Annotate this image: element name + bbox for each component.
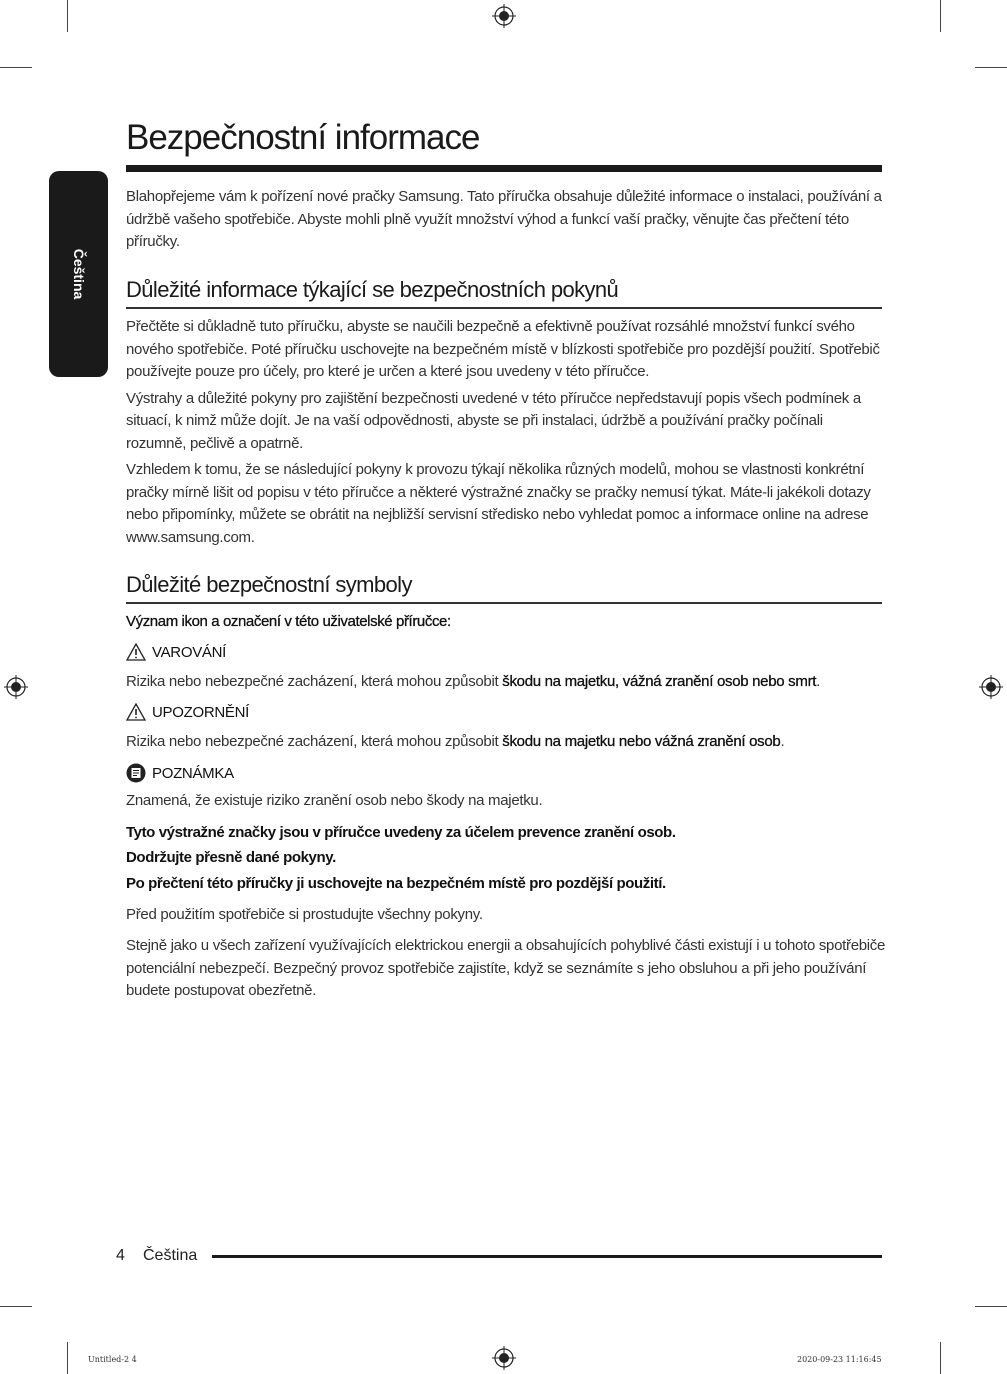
- emphasis-line: Dodržujte přesně dané pokyny.: [126, 849, 336, 866]
- warning-text-end: .: [816, 673, 821, 690]
- caution-triangle-icon: [126, 703, 146, 721]
- crop-mark: [975, 67, 1007, 68]
- crop-mark: [940, 0, 941, 32]
- note-label-row: [126, 763, 234, 783]
- title-rule: [126, 165, 882, 172]
- crop-mark: [67, 0, 68, 32]
- caution-label-row: [126, 703, 249, 721]
- warning-text: Rizika nebo nebezpečné zacházení, která mohou způsobit: [126, 673, 503, 690]
- caution-description: [126, 733, 784, 750]
- section-heading-safety-symbols: Důležité bezpečnostní symboly: [126, 572, 412, 597]
- section1-paragraph: Přečtěte si důkladně tuto příručku, abyste se naučili bezpečně a efektivně používat rozsáhlé množství funkcí svého nového spotřebiče. Poté příručku uschovejte na bezpečném místě v blízkosti spotřebiče pro pozdější použití. Spotřebič používejte pouze pro účely, pro které je určen a které jsou uvedeny v této příručce.: [126, 318, 880, 380]
- caution-text-emphasis: škodu na majetku nebo vážná zranění osob: [502, 733, 781, 750]
- final-paragraph-block: [126, 935, 886, 1007]
- caution-text: Rizika nebo nebezpečné zacházení, která mohou způsobit: [126, 733, 503, 750]
- section1-paragraph: Výstrahy a důležité pokyny pro zajištění bezpečnosti uvedené v této příručce nepředstavují popis všech podmínek a situací, k nimž může dojít. Je na vaší odpovědnosti, abyste se při instalaci, údržbě a používání pračky počínali rozumně, pečlivě a opatrně.: [126, 389, 861, 452]
- registration-mark-icon: [979, 675, 1003, 699]
- note-icon: [126, 763, 146, 783]
- symbols-subheading: Význam ikon a označení v této uživatelské příručce:: [126, 613, 451, 630]
- emphasis-line: Tyto výstražné značky jsou v příručce uvedeny za účelem prevence zranění osob.: [126, 824, 676, 841]
- warning-label-row: [126, 643, 226, 661]
- crop-mark: [975, 1306, 1007, 1307]
- crop-mark: [67, 1342, 68, 1374]
- crop-mark: [0, 1306, 32, 1307]
- intro-text: [126, 186, 886, 258]
- registration-mark-icon: [492, 4, 516, 28]
- caution-text-end: .: [780, 733, 785, 750]
- registration-mark-icon: [4, 675, 28, 699]
- final-paragraph: Stejně jako u všech zařízení využívajících elektrickou energii a obsahujících pohyblivé části existují i u tohoto spotřebiče potenciální nebezpečí. Bezpečný provoz spotřebiče zajistíte, když se seznámíte s jeho obsluhou a při jeho používání budete postupovat obezřetně.: [126, 937, 886, 999]
- registration-mark-icon: [492, 1346, 516, 1370]
- intro-paragraph: Blahopřejeme vám k pořízení nové pračky Samsung. Tato příručka obsahuje důležité informace o instalaci, používání a údržbě vašeho spotřebiče. Abyste mohli plně využít množství výhod a funkcí vaší pračky, věnujte čas přečtení této příručky.: [126, 188, 882, 250]
- warning-text-emphasis: škodu na majetku, vážná zranění osob nebo smrt: [502, 673, 817, 690]
- section1-body: [126, 316, 886, 553]
- note-description: Znamená, že existuje riziko zranění osob nebo škody na majetku.: [126, 792, 543, 809]
- section1-paragraph: Vzhledem k tomu, že se následující pokyny k provozu týkají několika různých modelů, mohou se vlastnosti konkrétní pračky mírně lišit od popisu v této příručce a některé výstražné značky se pračky nemusí týkat. Máte-li jakékoli dotazy nebo připomínky, můžete se obrátit na nejbližší servisní středisko nebo vyhledat pomoc a informace online na adrese www.samsung.com.: [126, 461, 871, 546]
- section-rule: [126, 602, 882, 604]
- crop-mark: [940, 1342, 941, 1374]
- section-heading-safety-info: Důležité informace týkající se bezpečnostních pokynů: [126, 277, 619, 302]
- print-slug-left: Untitled-2 4: [88, 1355, 137, 1364]
- note-label: POZNÁMKA: [152, 764, 234, 782]
- page-title: Bezpečnostní informace: [126, 118, 480, 157]
- before-use-text: Před použitím spotřebiče si prostudujte všechny pokyny.: [126, 906, 483, 923]
- footer-language: Čeština: [143, 1247, 198, 1264]
- page-number: 4: [116, 1247, 125, 1264]
- side-tab-label: Čeština: [70, 248, 87, 300]
- emphasis-line: Po přečtení této příručky ji uschovejte na bezpečném místě pro pozdější použití.: [126, 875, 666, 892]
- warning-description: [126, 673, 820, 690]
- caution-label: UPOZORNĚNÍ: [152, 703, 250, 721]
- print-slug-right: 2020-09-23 11:16:45: [797, 1355, 882, 1364]
- footer-rule: [212, 1255, 882, 1258]
- crop-mark: [0, 67, 32, 68]
- language-side-tab: [49, 171, 108, 377]
- warning-triangle-icon: [126, 643, 146, 661]
- warning-label: VAROVÁNÍ: [152, 643, 227, 661]
- section-rule: [126, 307, 882, 309]
